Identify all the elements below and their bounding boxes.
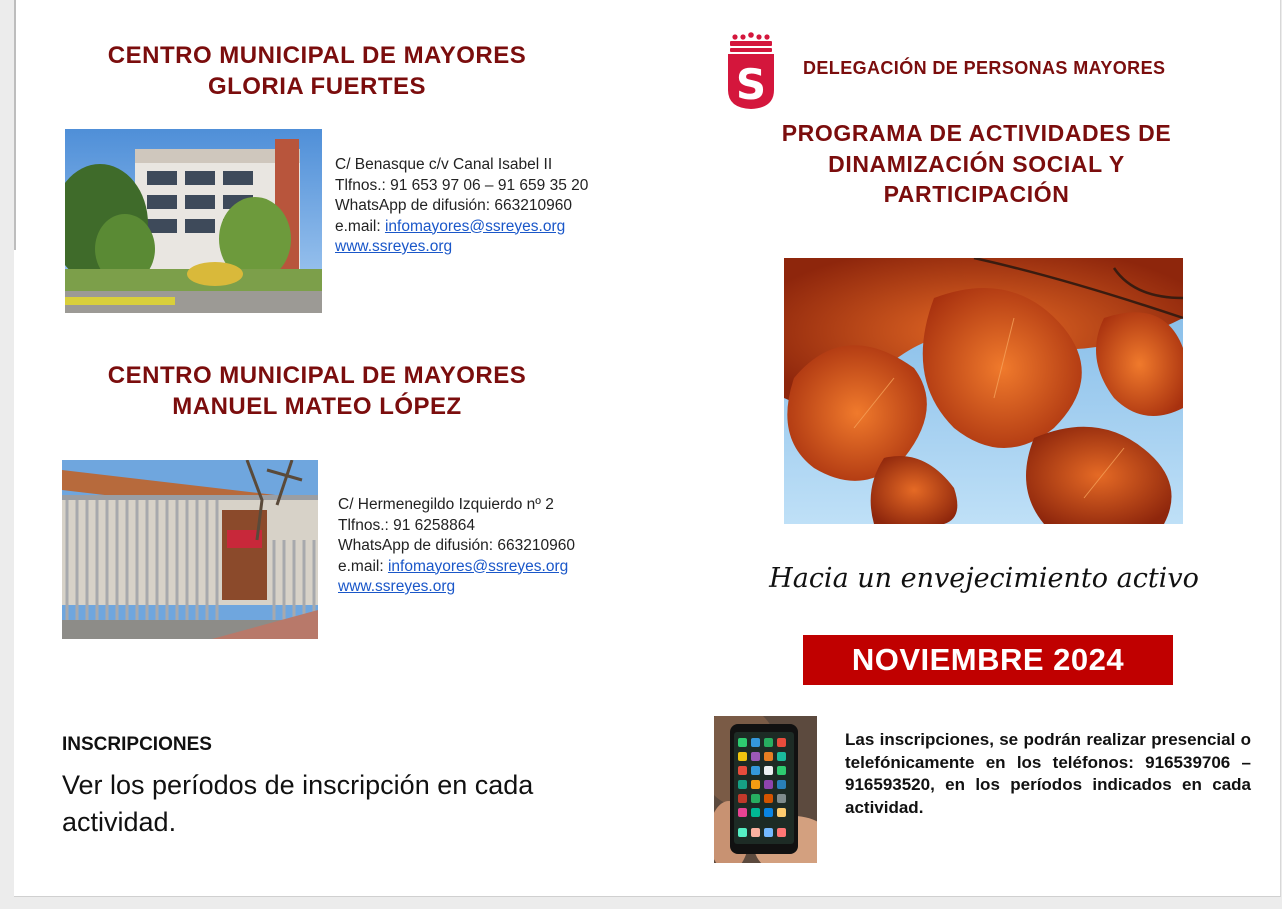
program-title-line2: DINAMIZACIÓN SOCIAL Y: [828, 150, 1125, 177]
center2-phones: Tlfnos.: 91 6258864: [338, 516, 476, 534]
page-edge-line: [14, 0, 16, 250]
program-title-line3: PARTICIPACIÓN: [883, 181, 1070, 207]
center2-email-line: [338, 557, 638, 578]
month-banner: NOVIEMBRE 2024: [803, 635, 1173, 685]
program-title-line1: PROGRAMA DE ACTIVIDADES DE: [781, 120, 1172, 146]
center2-email-label: e.mail:: [338, 557, 388, 575]
center1-contact: [335, 155, 635, 258]
center1-title: [62, 40, 572, 102]
program-title: [714, 118, 1239, 210]
center1-email-label: e.mail:: [335, 217, 385, 235]
center2-web-link[interactable]: www.ssreyes.org: [338, 578, 456, 595]
center2-address: C/ Hermenegildo Izquierdo nº 2: [338, 496, 554, 513]
inscriptions-note: Las inscripciones, se podrán realizar presencial o telefónicamente en los teléfonos: 916539706 – 916593520, en los períodos indicados en cada actividad.: [845, 730, 1251, 817]
center1-email-line: [335, 217, 635, 238]
crown-shield-icon: [726, 32, 776, 110]
center1-web-link[interactable]: www.ssreyes.org: [335, 238, 453, 255]
smartphone-photo: [714, 716, 817, 863]
inscripciones-heading: INSCRIPCIONES: [62, 734, 212, 755]
center1-email-link[interactable]: infomayores@ssreyes.org: [384, 217, 566, 235]
center1-whatsapp: WhatsApp de difusión: 663210960: [335, 197, 572, 214]
logo-letter: S: [735, 60, 767, 109]
center1-title-line1: CENTRO MUNICIPAL DE MAYORES: [107, 42, 527, 69]
center2-whatsapp: WhatsApp de difusión: 663210960: [338, 537, 575, 554]
center2-building-photo: [62, 460, 318, 639]
document-page: [14, 0, 1281, 897]
center2-contact: [338, 495, 638, 598]
center2-title: [62, 360, 572, 422]
center1-title-line2: GLORIA FUERTES: [207, 73, 427, 100]
municipal-logo: [726, 32, 776, 110]
inscripciones-text: Ver los períodos de inscripción en cada actividad.: [62, 770, 534, 837]
center2-title-line1: CENTRO MUNICIPAL DE MAYORES: [107, 362, 527, 389]
center2-title-line2: MANUEL MATEO LÓPEZ: [172, 393, 462, 420]
center1-address: C/ Benasque c/v Canal Isabel II: [335, 156, 553, 173]
center1-building-photo: [65, 129, 322, 313]
center1-phones: Tlfnos.: 91 653 97 06 – 91 659 35 20: [335, 176, 589, 194]
center2-email-link[interactable]: infomayores@ssreyes.org: [387, 557, 569, 575]
slogan: Hacia un envejecimiento activo: [769, 563, 1199, 594]
autumn-leaves-photo: [784, 258, 1183, 524]
delegation-title: DELEGACIÓN DE PERSONAS MAYORES: [803, 58, 1166, 78]
